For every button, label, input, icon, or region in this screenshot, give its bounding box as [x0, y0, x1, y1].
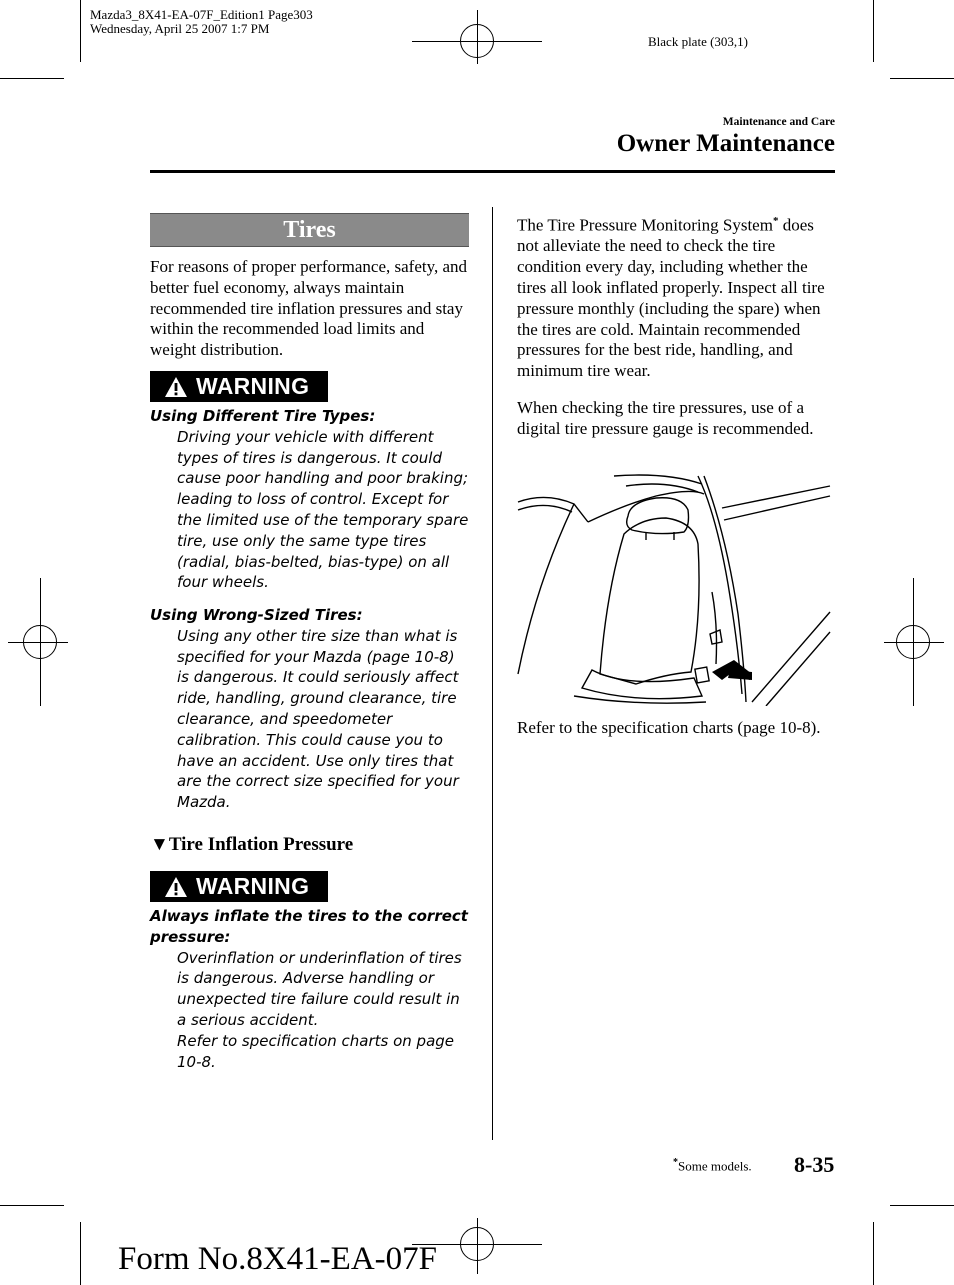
subheading-tire-inflation — [150, 834, 353, 856]
footnote-asterisk: * — [673, 1157, 678, 1168]
tpms-text-rest: does not alleviate the need to check the tire condition every day, including whether the tires all look inflated properly. Inspect all tire pressure monthly (including the spare) when the tires are cold. Maintain recommended pressures for the best ride, handling, and minimum tire wear. — [517, 215, 825, 381]
warning-1-heading-different-types: Using Different Tire Types: — [150, 407, 376, 425]
warning-1-content — [150, 406, 470, 593]
print-header-line1: Mazda3_8X41-EA-07F_Edition1 Page303 — [90, 7, 313, 22]
warning-1-heading-wrong-size: Using Wrong-Sized Tires: — [150, 606, 363, 624]
warning-2-body-1: Overinflation or underinflation of tires is dangerous. Adverse handling or unexpected tire failure could result in a serious accident. — [177, 948, 462, 1029]
warning-label-1: WARNING — [196, 373, 310, 399]
warning-box-1 — [150, 371, 328, 402]
warning-2-heading: Always inflate the tires to the correct pressure: — [150, 907, 468, 946]
warning-label-2: WARNING — [196, 873, 310, 899]
warning-1-body-different-types: Driving your vehicle with different types of tires is dangerous. It could cause poor handling and poor braking; leading to loss of control. Except for the limited use of the temporary spare tire, use only the same type tires (radial, bias-belted, bias-type) on all four wheels. — [177, 427, 469, 592]
form-number: Form No.8X41-EA-07F — [118, 1241, 437, 1277]
page-title: Owner Maintenance — [616, 130, 835, 157]
section-label: Maintenance and Care — [722, 116, 835, 128]
print-header-meta — [90, 8, 313, 36]
footnote-some-models — [673, 1157, 752, 1174]
intro-paragraph: For reasons of proper performance, safety, and better fuel economy, always maintain recommended tire inflation pressures and stay within the recommended load limits and weight distribution. — [150, 257, 468, 360]
subheading-text: Tire Inflation Pressure — [168, 834, 354, 855]
footnote-text: Some models. — [678, 1158, 752, 1174]
warning-box-2 — [150, 871, 328, 902]
page-number: 8-35 — [794, 1152, 835, 1177]
tires-heading: Tires — [150, 213, 469, 247]
warning-triangle-icon — [164, 876, 188, 898]
refer-paragraph: Refer to the specification charts (page 10-8). — [517, 718, 821, 737]
warning-2-body-2: Refer to specification charts on page 10-8. — [177, 1031, 455, 1071]
warning-triangle-icon — [164, 376, 188, 398]
print-header-line2: Wednesday, April 25 2007 1:7 PM — [90, 21, 270, 36]
some-models-asterisk: * — [772, 215, 779, 227]
column-divider — [492, 207, 493, 1140]
header-rule — [150, 170, 835, 173]
triangle-down-icon: ▼ — [150, 834, 169, 855]
gauge-paragraph: When checking the tire pressures, use of a digital tire pressure gauge is recommended. — [517, 398, 814, 438]
tpms-paragraph — [517, 211, 837, 382]
warning-2-content — [150, 906, 470, 1072]
tpms-text-start: The Tire Pressure Monitoring System — [517, 215, 773, 235]
tire-label-location-illustration — [516, 474, 834, 706]
black-plate-label: Black plate (303,1) — [648, 34, 748, 49]
warning-1-content-2 — [150, 605, 470, 813]
warning-1-body-wrong-size: Using any other tire size than what is specified for your Mazda (page 10-8) is dangerous. It could seriously affect ride, handling, ground clearance, tire clearance, and speedometer calibration. This could cause you to have an accident. Use only tires that are the correct size specified for your Mazda. — [177, 626, 459, 812]
